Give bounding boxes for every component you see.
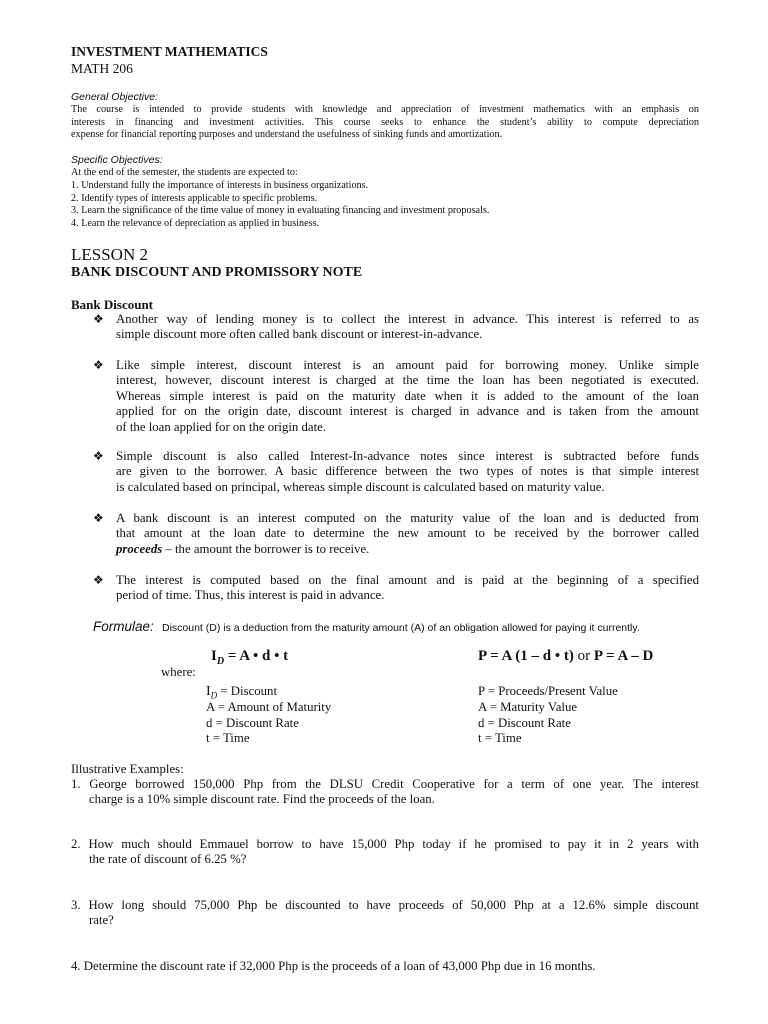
diamond-bullet-icon: ❖ <box>93 449 104 463</box>
bullet-line: period of time. Thus, this interest is paid in advance. <box>116 588 385 603</box>
discount-formula <box>211 648 288 667</box>
example-line: 4. Determine the discount rate if 32,000 Php is the proceeds of a loan of 43,000 Php due in 16 months. <box>71 959 596 973</box>
bullet-line: that amount at the loan date to determine the new amount to be received by the borrower called <box>116 526 699 541</box>
bullet-line: Simple discount is also called Interest-In-advance notes since interest is subtracted before funds <box>116 449 699 463</box>
course-title: INVESTMENT MATHEMATICS <box>71 44 268 59</box>
example-item <box>71 777 699 808</box>
example-line: 2. How much should Emmauel borrow to have 15,000 Php today if he promised to pay it in 2 years with <box>71 837 699 851</box>
definition-item: d = Discount Rate <box>478 715 571 730</box>
example-item <box>71 959 699 974</box>
bullet-line: interest, however, discount interest is charged at the time the loan has been negotiated is executed. <box>116 373 699 388</box>
bullet-line: of the loan applied for on the origin date. <box>116 419 327 434</box>
objective-item: 3. Learn the significance of the time value of money in evaluating financing and investment proposals. <box>71 205 490 216</box>
lesson-title: BANK DISCOUNT AND PROMISSORY NOTE <box>71 265 363 280</box>
diamond-bullet-icon: ❖ <box>93 358 104 372</box>
objective-item: 1. Understand fully the importance of interests in business organizations. <box>71 180 369 191</box>
examples-heading: Illustrative Examples: <box>71 762 184 776</box>
def-symbol: I <box>206 684 211 699</box>
bullet-text <box>116 511 699 557</box>
general-objective-line: expense for financial reporting purposes and understand the usefulness of sinking funds and amortization. <box>71 129 503 141</box>
example-line: 1. George borrowed 150,000 Php from the DLSU Credit Cooperative for a term of one year. The interest <box>71 777 699 791</box>
where-label: where: <box>161 665 196 679</box>
bullet-line: A bank discount is an interest computed on the maturity value of the loan and is deducted from <box>116 511 699 525</box>
example-item <box>71 837 699 868</box>
proceeds-formula <box>478 648 653 665</box>
diamond-bullet-icon: ❖ <box>93 312 104 326</box>
course-code: MATH 206 <box>71 61 133 76</box>
bullet-line: is calculated based on principal, whereas simple discount is calculated based on maturity value. <box>116 479 605 494</box>
formulae-description: Discount (D) is a deduction from the maturity amount (A) of an obligation allowed for paying it currently. <box>162 622 640 634</box>
section-heading: Bank Discount <box>71 297 153 312</box>
example-line: the rate of discount of 6.25 %? <box>89 852 247 867</box>
bullet-line: simple discount more often called bank discount or interest-in-advance. <box>116 327 483 342</box>
definition-item: A = Amount of Maturity <box>206 700 332 714</box>
general-objective-line: The course is intended to provide students with knowledge and appreciation of investment mathematics with an emphasis on <box>71 104 699 115</box>
bullet-text <box>116 312 699 343</box>
definition-item <box>206 684 277 701</box>
bullet-line: Whereas simple interest is paid on the maturity date when it is added to the amount of the loan <box>116 388 699 403</box>
bullet-text <box>116 573 699 604</box>
general-objective-label: General Objective: <box>71 91 158 103</box>
formula-part: P = A – D <box>593 648 654 664</box>
formula-or: or <box>573 648 594 664</box>
bullet-line: The interest is computed based on the final amount and is paid at the beginning of a specified <box>116 573 699 587</box>
definition-item: d = Discount Rate <box>206 715 299 730</box>
def-subscript: D <box>210 690 218 701</box>
formula-rhs: = A • d • t <box>224 648 289 664</box>
general-objective-text <box>71 104 699 142</box>
formula-subscript: D <box>216 656 225 667</box>
specific-objectives-intro: At the end of the semester, the students are expected to: <box>71 167 298 178</box>
example-item <box>71 898 699 929</box>
specific-objectives-label: Specific Objectives: <box>71 154 163 166</box>
general-objective-line: interests in financing and investment activities. This course seeks to enhance the student’s ability to compute depreciation <box>71 116 699 128</box>
objective-item: 2. Identify types of interests applicable to specific problems. <box>71 192 318 204</box>
def-text: = Discount <box>217 684 277 698</box>
diamond-bullet-icon: ❖ <box>93 511 104 525</box>
proceeds-definition: – the amount the borrower is to receive. <box>162 541 370 556</box>
example-line: rate? <box>89 913 114 928</box>
proceeds-term: proceeds <box>116 541 163 556</box>
bullet-line: Like simple interest, discount interest is an amount paid for borrowing money. Unlike simple <box>116 358 699 372</box>
definition-item: t = Time <box>478 731 522 745</box>
formulae-label: Formulae: <box>93 619 154 634</box>
bullet-line: applied for on the origin date, discount interest is charged in advance and is taken from the amount <box>116 404 699 419</box>
diamond-bullet-icon: ❖ <box>93 573 104 587</box>
bullet-line <box>116 542 699 557</box>
formula-symbol: I <box>211 648 217 664</box>
formula-part: P = A (1 – d • t) <box>478 648 574 664</box>
bullet-text <box>116 358 699 435</box>
lesson-number: LESSON 2 <box>71 245 148 264</box>
example-line: 3. How long should 75,000 Php be discounted to have proceeds of 50,000 Php at a 12.6% simple discount <box>71 898 699 912</box>
definition-item: A = Maturity Value <box>478 700 578 714</box>
definition-item: t = Time <box>206 731 250 745</box>
definition-item: P = Proceeds/Present Value <box>478 684 618 698</box>
objective-item: 4. Learn the relevance of depreciation as applied in business. <box>71 217 320 229</box>
bullet-text <box>116 449 699 495</box>
bullet-line: are given to the borrower. A basic difference between the two types of notes is that simple interest <box>116 464 699 479</box>
example-line: charge is a 10% simple discount rate. Find the proceeds of the loan. <box>89 792 435 807</box>
bullet-line: Another way of lending money is to collect the interest in advance. This interest is referred to as <box>116 312 699 326</box>
